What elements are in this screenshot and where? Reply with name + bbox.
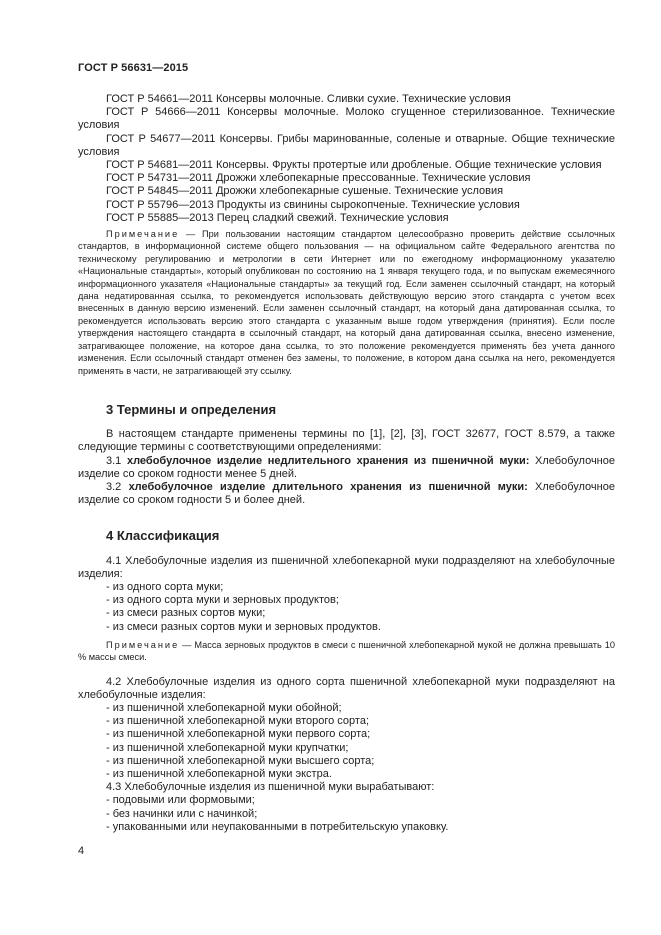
term-name: хлебобулочное изделие недлительного хранения из пшеничной муки: (126, 454, 530, 467)
list-item: - подовыми или формовыми; (106, 794, 255, 807)
note-text: — При пользовании настоящим стандартом целесообразно проверить действие ссылочных стандартов, в информационной системе общего пользования — на официальном сайте Федерального агентства по техническому регулированию и метрологии в сети Интернет или по ежегодному информационному указателю «Национальные стандарты», который опубликован по состоянию на 1 января текущего года, и по выпускам ежемесячного информационного указателя «Национальные стандарты» за текущий год. Если заменен ссылочный стандарт, на который дана недатированная ссылка, то рекомендуется использовать действующую версию этого стандарта с учетом всех внесенных в данную версию изменений. Если заменен ссылочный стандарт, на который дана датированная ссылка, то рекомендуется использовать версию этого стандарта с указанным выше годом утверждения (принятия). Если после утверждения настоящего стандарта в ссылочный стандарт, на который дана датированная ссылка, внесено изменение, затрагивающее положение, на которое дана ссылка, то это положение рекомендуется применять без учета данного изменения. Если ссылочный стандарт отменен без замены, то положение, в котором дана ссылка на него, рекомендуется применять в части, не затрагивающей эту ссылку. (78, 229, 615, 376)
list-item: - из пшеничной хлебопекарной муки первого сорта; (106, 728, 371, 741)
list-item: - из пшеничной хлебопекарной муки второго сорта; (106, 715, 370, 728)
clause-4-1: 4.1 Хлебобулочные изделия из пшеничной хлебопекарной муки подразделяют на хлебобулочные изделия: (78, 554, 615, 580)
term-3-2 (78, 481, 615, 507)
ref-item: ГОСТ Р 55796—2013 Продукты из свинины сырокопченые. Технические условия (106, 198, 520, 211)
document-header: ГОСТ Р 56631—2015 (78, 62, 189, 74)
list-item: - из смеси разных сортов муки; (106, 607, 266, 620)
ref-item: ГОСТ Р 54845—2011 Дрожжи хлебопекарные сушеные. Технические условия (106, 185, 504, 198)
term-name: хлебобулочное изделие длительного хранения из пшеничной муки: (128, 480, 528, 493)
ref-item: ГОСТ Р 54666—2011 Консервы молочные. Молоко сгущенное стерилизованное. Технические условия (78, 106, 615, 132)
term-3-1 (78, 455, 615, 481)
note-label: Примечание (106, 229, 180, 240)
list-item: - из одного сорта муки и зерновых продуктов; (106, 594, 339, 607)
list-item: - упакованными или неупакованными в потребительскую упаковку. (106, 820, 449, 833)
ref-item: ГОСТ Р 55885—2013 Перец сладкий свежий. Технические условия (106, 211, 449, 224)
note-text: — Масса зерновых продуктов в смеси с пшеничной хлебопекарной мукой не должна превышать 10 % массы смеси. (78, 639, 615, 663)
list-item: - из пшеничной хлебопекарной муки экстра. (106, 767, 332, 780)
ref-item: ГОСТ Р 54677—2011 Консервы. Грибы маринованные, соленые и отварные. Общие технические условия (78, 132, 615, 158)
list-item: - из пшеничной хлебопекарной муки высшего сорта; (106, 754, 375, 767)
term-number: 3.2 (106, 480, 129, 493)
list-item: - из одного сорта муки; (106, 580, 224, 593)
document-body (78, 93, 615, 834)
list-item: - из пшеничной хлебопекарной муки крупчатки; (106, 741, 349, 754)
section-4-heading: 4 Классификация (106, 528, 220, 544)
note-label: Примечание (106, 639, 180, 650)
page-number: 4 (78, 845, 85, 857)
term-definition: Хлебобулочное изделие со сроком годности 5 и более дней. (78, 480, 615, 507)
term-definition: Хлебобулочное изделие со сроком годности менее 5 дней. (78, 454, 615, 480)
ref-item: ГОСТ Р 54731—2011 Дрожжи хлебопекарные прессованные. Технические условия (106, 172, 531, 185)
clause-4-3: 4.3 Хлебобулочные изделия из пшеничной муки вырабатывают: (106, 781, 435, 794)
note-grain-products (78, 639, 615, 664)
section-3-intro: В настоящем стандарте применены термины по [1], [2], [3], ГОСТ 32677, ГОСТ 8.579, а также следующие термины с соответствующими определениями: (78, 428, 615, 454)
list-item: - из пшеничной хлебопекарной муки обойной; (106, 701, 342, 714)
clause-4-2: 4.2 Хлебобулочные изделия из одного сорта пшеничной хлебопекарной муки подразделяют на хлебобулочные изделия: (78, 675, 615, 701)
list-item: - из смеси разных сортов муки и зерновых продуктов. (106, 620, 381, 633)
ref-item: ГОСТ Р 54681—2011 Консервы. Фрукты протертые или дробленые. Общие технические условия (106, 159, 602, 172)
ref-item: ГОСТ Р 54661—2011 Консервы молочные. Сливки сухие. Технические условия (106, 93, 511, 105)
section-3-heading: 3 Термины и определения (106, 401, 277, 417)
list-item: - без начинки или с начинкой; (106, 807, 258, 820)
term-number: 3.1 (106, 454, 127, 467)
note-references (78, 228, 615, 377)
